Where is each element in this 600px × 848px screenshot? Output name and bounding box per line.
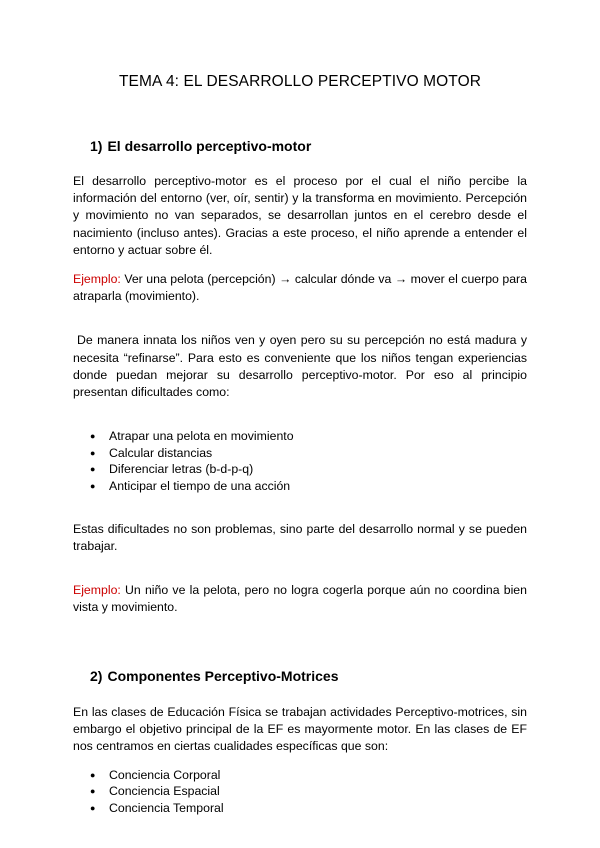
bullet-icon: ● <box>90 447 96 458</box>
example-1-paragraph <box>73 271 527 305</box>
example-1-label: Ejemplo: <box>73 272 121 287</box>
section-2-number: 2) <box>90 668 103 685</box>
example-1-text: Ver una pelota (percepción) → calcular dónde va → mover el cuerpo para atraparla (movimiento). <box>73 272 527 304</box>
list-item <box>73 461 527 478</box>
list-item-text: Conciencia Temporal <box>109 800 224 815</box>
bullet-icon: ● <box>90 802 96 813</box>
list-item <box>73 767 527 784</box>
list-item-text: Conciencia Espacial <box>109 784 220 799</box>
section-1-heading <box>73 137 527 155</box>
difficulties-list <box>73 428 527 494</box>
bullet-icon: ● <box>90 786 96 797</box>
list-item <box>73 800 527 817</box>
list-item-text: Diferenciar letras (b-d-p-q) <box>109 462 254 477</box>
innate-perception-paragraph: De manera innata los niños ven y oyen pero su su percepción no está madura y necesita “refinarse”. Para esto es conveniente que los niños tengan experiencias donde puedan mejorar su desarrollo perceptivo-motor. Por eso al principio presentan dificultades como: <box>73 333 527 400</box>
example-2-label: Ejemplo: <box>73 582 121 597</box>
section-2-title: Componentes Perceptivo-Motrices <box>107 668 339 685</box>
example-2-text: Un niño ve la pelota, pero no logra cogerla porque aún no coordina bien vista y movimiento. <box>73 582 527 614</box>
list-item-text: Atrapar una pelota en movimiento <box>109 429 294 444</box>
list-item <box>73 428 527 445</box>
section-1-intro-paragraph: El desarrollo perceptivo-motor es el proceso por el cual el niño percibe la información del entorno (ver, oír, sentir) y la transforma en movimiento. Percepción y movimiento no van separados, se desarrollan juntos en el cerebro desde el nacimiento (incluso antes). Gracias a este proceso, el niño aprende a entender el entorno y actuar sobre él. <box>73 174 527 257</box>
example-2-paragraph <box>73 582 527 616</box>
difficulties-note-paragraph: Estas dificultades no son problemas, sino parte del desarrollo normal y se pueden trabajar. <box>73 522 527 554</box>
section-2-heading <box>73 667 527 685</box>
list-item <box>73 445 527 462</box>
section-2-intro-paragraph: En las clases de Educación Física se trabajan actividades Perceptivo-motrices, sin embargo el objetivo principal de la EF es mayormente motor. En las clases de EF nos centramos en ciertas cualidades específicas que son: <box>73 705 527 754</box>
bullet-icon: ● <box>90 431 96 442</box>
list-item-text: Calcular distancias <box>109 445 213 460</box>
bullet-icon: ● <box>90 769 96 780</box>
section-1-title: El desarrollo perceptivo-motor <box>107 138 312 154</box>
bullet-icon: ● <box>90 464 96 475</box>
list-item <box>73 783 527 800</box>
list-item-text: Anticipar el tiempo de una acción <box>109 478 291 493</box>
list-item <box>73 478 527 495</box>
bullet-icon: ● <box>90 480 96 491</box>
section-1-number: 1) <box>90 138 103 154</box>
list-item-text: Conciencia Corporal <box>109 767 221 782</box>
document-title: TEMA 4: EL DESARROLLO PERCEPTIVO MOTOR <box>118 73 482 90</box>
components-list <box>73 767 527 817</box>
